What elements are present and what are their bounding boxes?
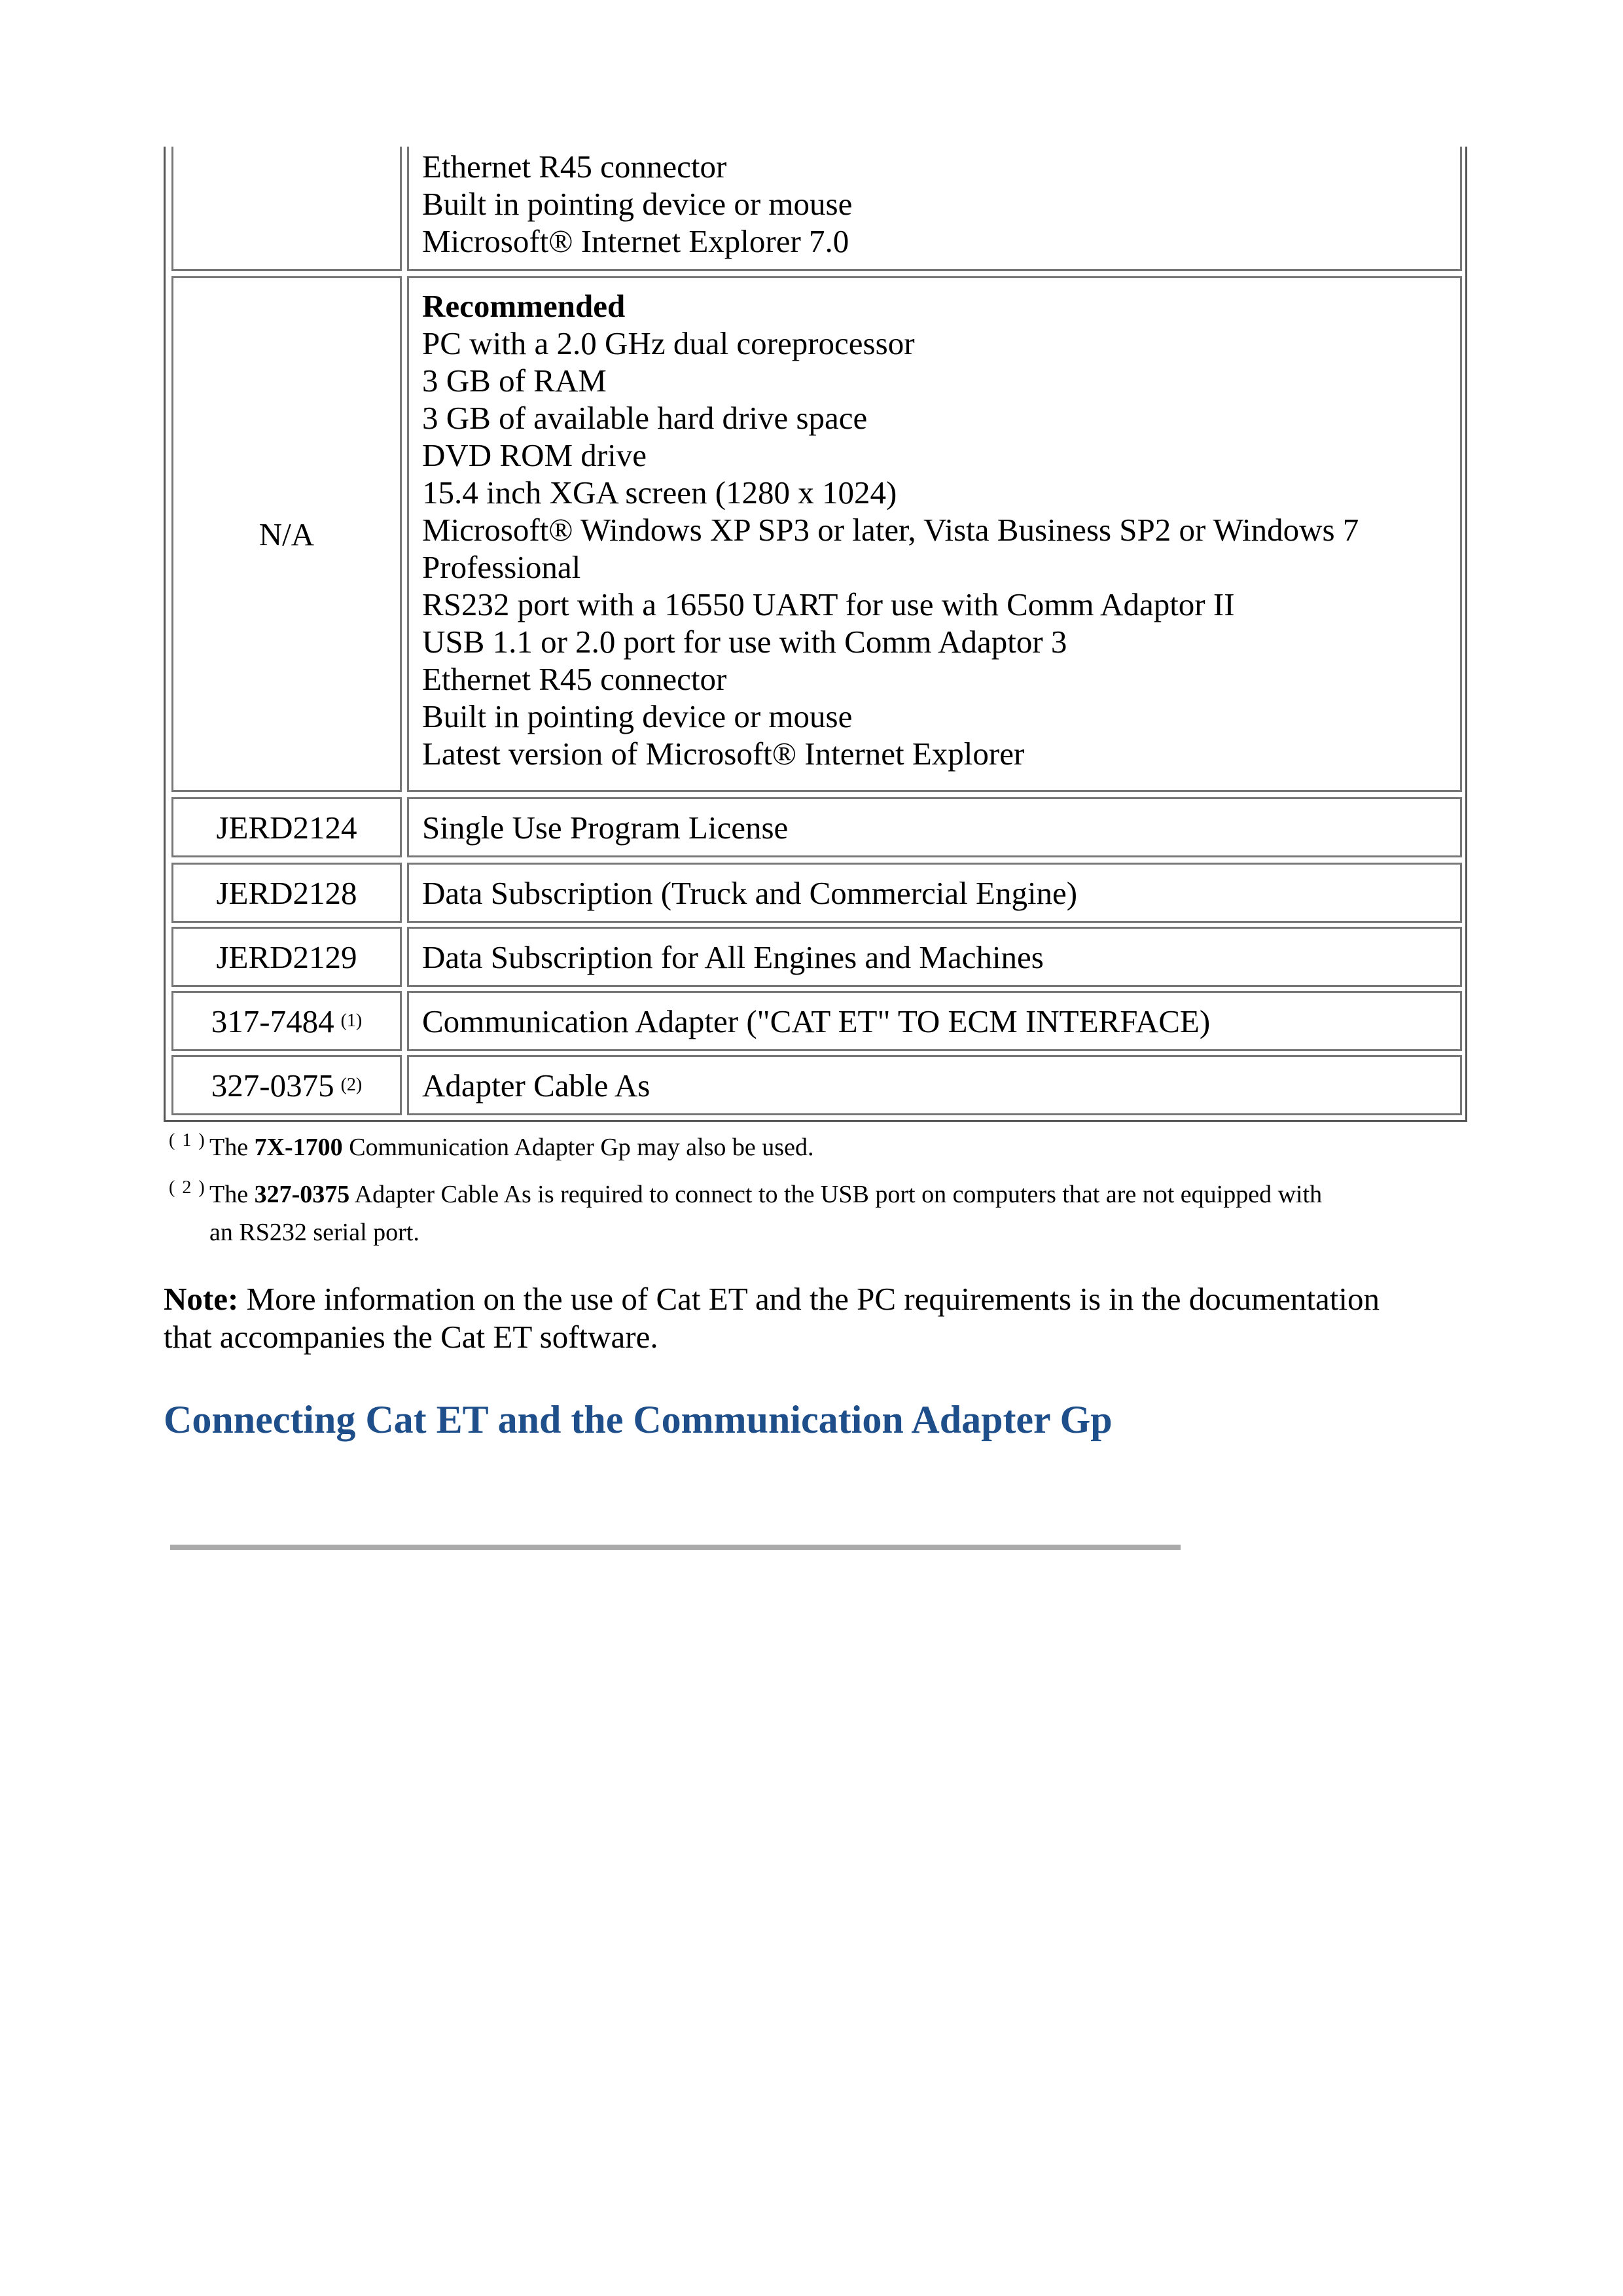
description-cell	[407, 991, 1462, 1051]
part-number: 327-0375	[211, 1067, 334, 1103]
section-heading: Connecting Cat ET and the Communication Adapter Gp	[164, 1398, 1113, 1441]
part-number: JERD2124	[216, 809, 357, 846]
note-label: Note:	[164, 1281, 239, 1317]
part-cell	[171, 797, 402, 857]
requirement-line: 3 GB of RAM	[422, 363, 607, 399]
horizontal-rule	[170, 1545, 1181, 1550]
footnote-part-number: 7X-1700	[254, 1134, 343, 1161]
part-description: Data Subscription (Truck and Commercial Engine)	[422, 874, 1078, 911]
requirement-line: 15.4 inch XGA screen (1280 x 1024)	[422, 475, 897, 511]
requirement-line: RS232 port with a 16550 UART for use with Comm Adaptor II	[422, 586, 1235, 622]
requirement-line: Built in pointing device or mouse	[422, 698, 853, 734]
part-number: 317-7484	[211, 1003, 334, 1039]
part-description: Communication Adapter ("CAT ET" TO ECM INTERFACE)	[422, 1003, 1211, 1039]
note-text: that accompanies the Cat ET software.	[164, 1319, 658, 1355]
requirement-line: Latest version of Microsoft® Internet Explorer	[422, 736, 1025, 772]
description-cell	[407, 797, 1462, 857]
requirement-line: Professional	[422, 549, 581, 585]
part-cell-continued	[171, 147, 402, 271]
description-cell-continued	[407, 147, 1462, 271]
description-cell	[407, 927, 1462, 987]
part-cell: 327-0375 (2)	[171, 1055, 402, 1115]
part-description: Adapter Cable As	[422, 1067, 651, 1103]
description-cell-recommended	[407, 276, 1462, 792]
recommended-heading: Recommended	[422, 288, 626, 324]
footnote	[169, 1175, 1445, 1251]
footnote-text: an RS232 serial port.	[209, 1219, 419, 1246]
part-number: N/A	[259, 516, 315, 552]
requirement-line: Microsoft® Internet Explorer 7.0	[422, 223, 849, 259]
part-cell	[171, 863, 402, 923]
requirements-table	[164, 147, 1467, 1122]
footnote-marker: ( 2 )	[169, 1177, 206, 1198]
footnote-marker: ( 1 )	[169, 1130, 206, 1151]
footnote-text: The	[209, 1134, 255, 1161]
requirement-line: Ethernet R45 connector	[422, 149, 727, 185]
note-paragraph	[164, 1280, 1459, 1356]
footnote-text: The	[209, 1181, 255, 1208]
requirement-line: USB 1.1 or 2.0 port for use with Comm Adaptor 3	[422, 624, 1067, 660]
part-number: JERD2129	[216, 939, 357, 975]
part-cell: 317-7484 (1)	[171, 991, 402, 1051]
requirement-line: Ethernet R45 connector	[422, 661, 727, 697]
footnote-part-number: 327-0375	[254, 1181, 350, 1208]
note-text: More information on the use of Cat ET and the PC requirements is in the documentation	[238, 1281, 1380, 1317]
requirement-line: Microsoft® Windows XP SP3 or later, Vista Business SP2 or Windows 7	[422, 512, 1359, 548]
requirement-line: DVD ROM drive	[422, 437, 647, 473]
requirement-line: 3 GB of available hard drive space	[422, 400, 868, 436]
part-number: JERD2128	[216, 874, 357, 911]
part-cell	[171, 927, 402, 987]
description-cell	[407, 1055, 1462, 1115]
part-description: Data Subscription for All Engines and Machines	[422, 939, 1044, 975]
description-cell	[407, 863, 1462, 923]
part-cell-na	[171, 276, 402, 792]
footnote-text: Communication Adapter Gp may also be used.	[342, 1134, 814, 1161]
footnote	[169, 1128, 1445, 1166]
footnote-text: Adapter Cable As is required to connect to the USB port on computers that are not equipped with	[349, 1181, 1323, 1208]
part-description: Single Use Program License	[422, 809, 789, 846]
requirement-line: Built in pointing device or mouse	[422, 186, 853, 222]
requirement-line: PC with a 2.0 GHz dual coreprocessor	[422, 325, 915, 361]
